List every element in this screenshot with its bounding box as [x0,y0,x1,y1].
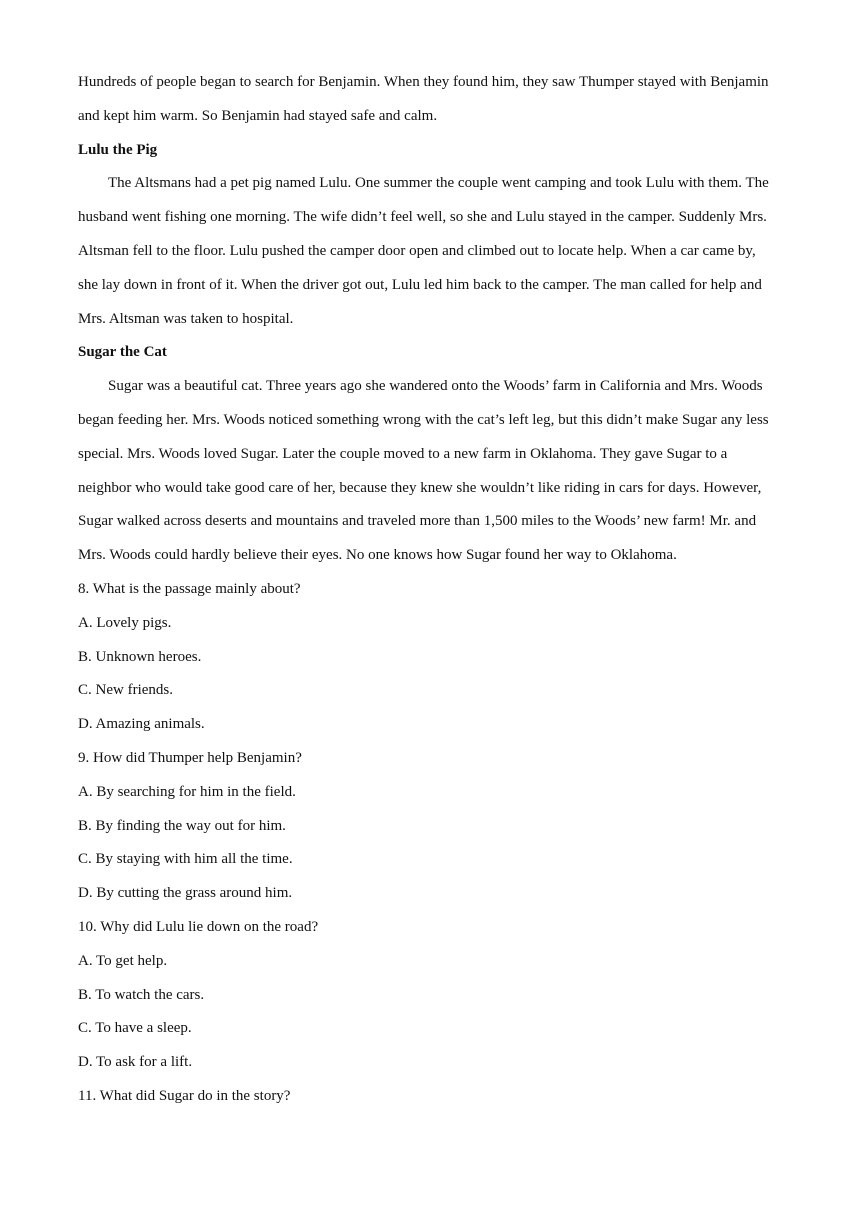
paragraph-line: Altsman fell to the floor. Lulu pushed the camper door open and climbed out to locate help. When a car came by, [78,242,756,259]
paragraph-line: neighbor who would take good care of her, because they knew she wouldn’t like riding in cars for days. However, [78,479,762,496]
question-10: 10. Why did Lulu lie down on the road? [78,918,319,935]
option-line: B. Unknown heroes. [78,648,202,665]
option-line: B. By finding the way out for him. [78,817,286,834]
paragraph-line: Mrs. Woods could hardly believe their eyes. No one knows how Sugar found her way to Oklahoma. [78,547,677,564]
paragraph-line: began feeding her. Mrs. Woods noticed something wrong with the cat’s left leg, but this didn’t make Sugar any less [78,411,769,428]
option-line: D. Amazing animals. [78,716,205,733]
option-line: C. By staying with him all the time. [78,851,293,868]
paragraph-line: husband went fishing one morning. The wife didn’t feel well, so she and Lulu stayed in the camper. Suddenly Mrs. [78,209,767,226]
option-line: B. To watch the cars. [78,986,205,1003]
question-8: 8. What is the passage mainly about? [78,580,301,597]
paragraph-line: Mrs. Altsman was taken to hospital. [78,310,294,327]
paragraph-line: she lay down in front of it. When the driver got out, Lulu led him back to the camper. The man called for help and [78,276,762,293]
section-heading-sugar: Sugar the Cat [78,344,167,361]
option-line: C. New friends. [78,682,173,699]
story-intro-line: and kept him warm. So Benjamin had stayed safe and calm. [78,107,438,124]
option-line: D. To ask for a lift. [78,1054,193,1071]
question-11: 11. What did Sugar do in the story? [78,1087,291,1104]
paragraph-line: The Altsmans had a pet pig named Lulu. One summer the couple went camping and took Lulu with them. The [108,175,769,192]
document-page [78,66,780,1114]
section-heading-lulu: Lulu the Pig [78,141,158,158]
option-line: C. To have a sleep. [78,1020,192,1037]
option-line: D. By cutting the grass around him. [78,885,293,902]
story-intro-line: Hundreds of people began to search for Benjamin. When they found him, they saw Thumper stayed with Benjamin [78,74,769,90]
option-line: A. To get help. [78,952,168,969]
paragraph-line: Sugar was a beautiful cat. Three years ago she wandered onto the Woods’ farm in California and Mrs. Woods [108,378,763,395]
paragraph-line: special. Mrs. Woods loved Sugar. Later the couple moved to a new farm in Oklahoma. They gave Sugar to a [78,445,728,462]
paragraph-line: Sugar walked across deserts and mountains and traveled more than 1,500 miles to the Woods’ new farm! Mr. and [78,513,757,530]
question-9: 9. How did Thumper help Benjamin? [78,749,302,766]
option-line: A. By searching for him in the field. [78,783,296,800]
option-line: A. Lovely pigs. [78,614,172,631]
